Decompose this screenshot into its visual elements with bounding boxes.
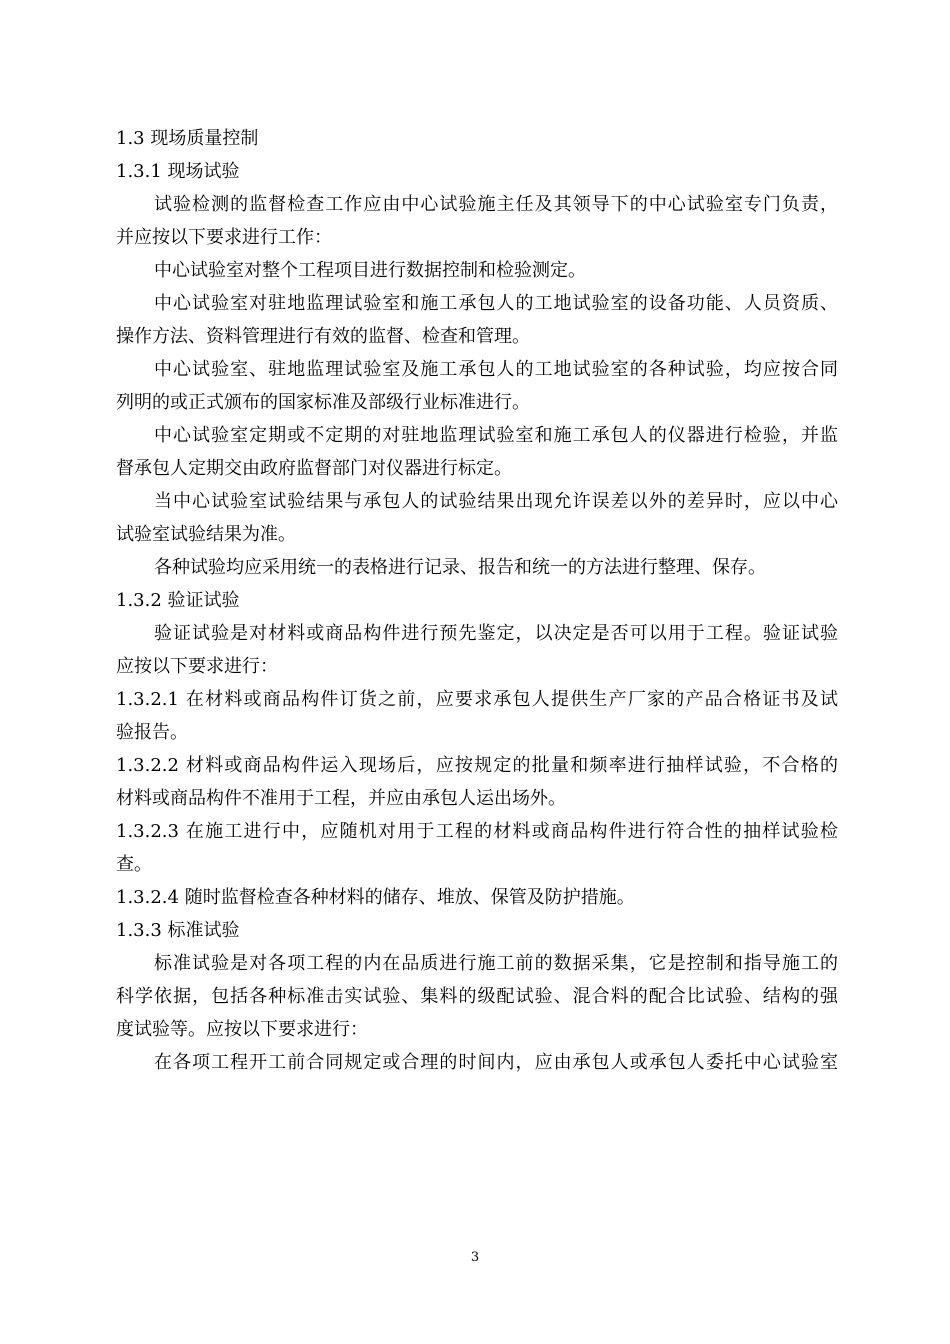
text-line: 中心试验室对驻地监理试验室和施工承包人的工地试验室的设备功能、人员资质、 — [154, 293, 838, 314]
text-line: 1.3.2.2 材料或商品构件运入现场后，应按规定的批量和频率进行抽样试验，不合格的 — [116, 755, 838, 776]
text-line: 中心试验室、驻地监理试验室及施工承包人的工地试验室的各种试验，均应按合同 — [154, 359, 838, 380]
text-line: 中心试验室定期或不定期的对驻地监理试验室和施工承包人的仪器进行检验，并监 — [154, 425, 838, 446]
text-line: 试验检测的监督检查工作应由中心试验施主任及其领导下的中心试验室专门负责， — [154, 194, 838, 215]
text-line: 并应按以下要求进行工作： — [116, 227, 332, 248]
text-line: 1.3.3 标准试验 — [116, 920, 240, 941]
text-line: 列明的或正式颁布的国家标准及部级行业标准进行。 — [116, 392, 530, 413]
text-line: 1.3.2.1 在材料或商品构件订货之前，应要求承包人提供生产厂家的产品合格证书及试 — [116, 689, 838, 710]
text-line: 验证试验是对材料或商品构件进行预先鉴定，以决定是否可以用于工程。验证试验 — [154, 623, 838, 644]
text-line: 标准试验是对各项工程的内在品质进行施工前的数据采集，它是控制和指导施工的 — [154, 953, 838, 974]
text-line: 科学依据，包括各种标准击实试验、集料的级配试验、混合料的配合比试验、结构的强 — [116, 986, 838, 1007]
document-body — [116, 122, 838, 1079]
text-line: 督承包人定期交由政府监督部门对仪器进行标定。 — [116, 458, 512, 479]
text-line: 操作方法、资料管理进行有效的监督、检查和管理。 — [116, 326, 530, 347]
text-line: 各种试验均应采用统一的表格进行记录、报告和统一的方法进行整理、保存。 — [154, 557, 766, 578]
text-line: 在各项工程开工前合同规定或合理的时间内，应由承包人或承包人委托中心试验室 — [154, 1052, 838, 1073]
text-line: 1.3.2.4 随时监督检查各种材料的储存、堆放、保管及防护措施。 — [116, 887, 635, 908]
text-line: 验报告。 — [116, 722, 188, 743]
text-line: 中心试验室对整个工程项目进行数据控制和检验测定。 — [154, 260, 586, 281]
page-number: 3 — [470, 1250, 480, 1265]
text-line: 当中心试验室试验结果与承包人的试验结果出现允许误差以外的差异时，应以中心 — [154, 491, 838, 512]
text-line: 1.3 现场质量控制 — [116, 128, 259, 149]
text-line: 应按以下要求进行： — [116, 656, 278, 677]
text-line: 材料或商品构件不准用于工程，并应由承包人运出场外。 — [116, 788, 566, 809]
text-line: 度试验等。应按以下要求进行： — [116, 1019, 368, 1040]
text-line: 1.3.2.3 在施工进行中，应随机对用于工程的材料或商品构件进行符合性的抽样试验检 — [116, 821, 838, 842]
text-line: 查。 — [116, 854, 152, 875]
text-line: 试验室试验结果为准。 — [116, 524, 296, 545]
text-line: 1.3.2 验证试验 — [116, 590, 240, 611]
text-line: 1.3.1 现场试验 — [116, 161, 240, 182]
